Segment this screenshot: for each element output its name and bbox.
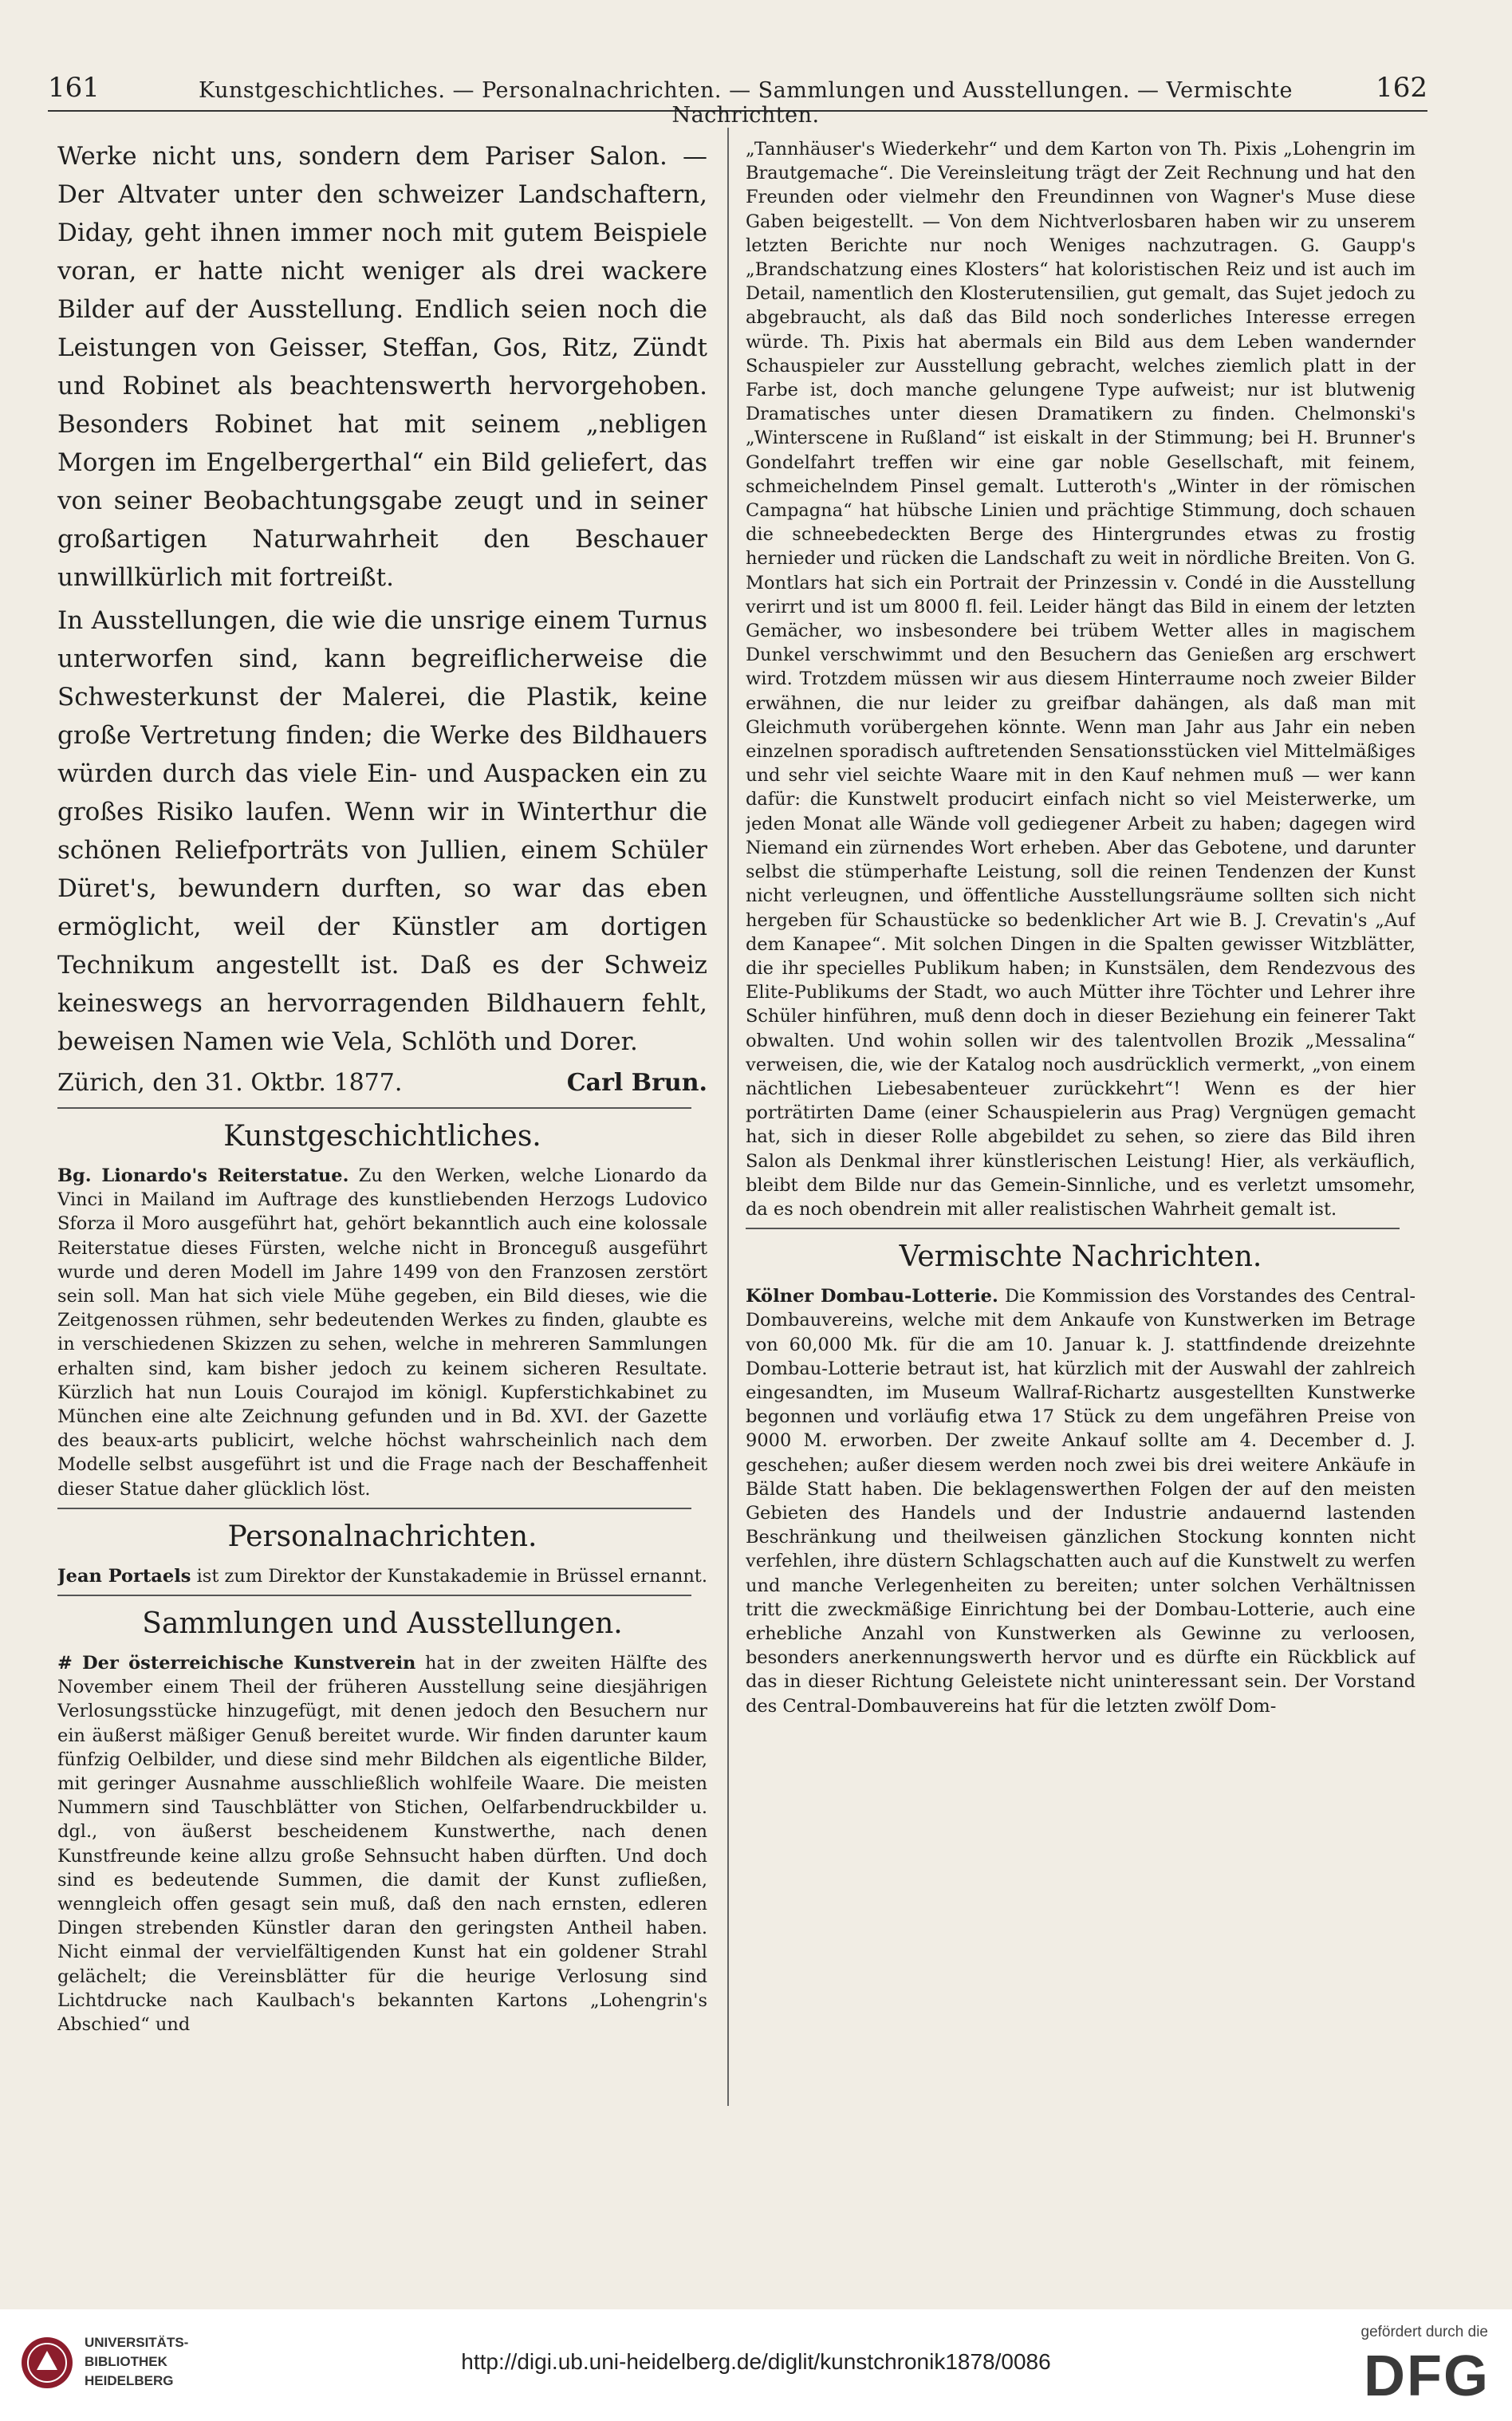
article-body: Zu den Werken, welche Lionardo da Vinci in Mailand im Auftrage des kunstliebenden Herzogs Ludovico Sforza il Moro ausgeführt hat, gehört bekanntlich auch eine kolossale Reiterstatue dieses Fürsten, welche nicht in Bronceguß ausgeführt wurde und deren Modell im Jahre 1499 von den Franzosen zerstört sein soll. Man hat sich viele Mühe gegeben, ein Bild dieses, wie die Zeitgenossen rühmen, sehr bedeutenden Werkes zu finden, glaubte es in verschiedenen Skizzen zu sehen, welche in mehreren Sammlungen erhalten sind, kam bisher jedoch zu keinem sicheren Resultate. Kürzlich hat nun Louis Courajod im königl. Kupferstichkabinet zu München eine alte Zeichnung gefunden und in Bd. XVI. der Gazette des beaux-arts publicirt, welche höchst wahrscheinlich nach dem Modelle selbst ausgeführt ist und die Frage nach der Beschaffenheit dieser Statue daher glücklich löst. [57,1165,707,1500]
section-title-vermischte: Vermischte Nachrichten. [899,1240,1262,1274]
section-rule [57,1508,691,1509]
section-title-personalnachrichten: Personalnachrichten. [227,1520,537,1553]
page-number-right: 162 [1376,72,1427,104]
column-divider [727,128,729,2106]
signature-name: Carl Brun. [566,1069,707,1097]
article-lionardo [57,1164,707,1501]
right-column [746,137,1416,2147]
intro-paragraph-2: In Ausstellungen, die wie die unsrige einem Turnus unterworfen sind, kann begreiflicherweise die Schwesterkunst der Malerei, die Plastik, keine große Vertretung finden; die Werke des Bildhauers würden durch das viele Ein- und Auspacken ein zu großes Risiko laufen. Wenn wir in Winterthur die schönen Reliefporträts von Jullien, einem Schüler Düret's, bewundern durften, so war das eben ermöglicht, weil der Künstler am dortigen Technikum angestellt ist. Daß es der Schweiz keineswegs an hervorragenden Bildhauern fehlt, beweisen Namen wie Vela, Schlöth und Dorer. [57,606,707,1056]
signature-place: Zürich, den 31. Oktbr. 1877. [57,1069,403,1097]
page-number-left: 161 [48,72,100,104]
article-portaels [57,1564,707,1588]
article-lead: Bg. Lionardo's Reiterstatue. [57,1165,349,1186]
section-rule [57,1595,691,1596]
page-header [48,70,1427,128]
running-head: Kunstgeschichtliches. — Personalnachrichten. — Sammlungen und Ausstellungen. — Vermischte Nachrichten. [199,78,1293,128]
left-column [57,137,707,2147]
source-url-link[interactable]: http://digi.ub.uni-heidelberg.de/diglit/kunstchronik1878/0086 [461,2349,1051,2374]
article-dombau-lotterie [746,1284,1416,1718]
article-lead: Jean Portaels [57,1565,191,1587]
article-body: hat in der zweiten Hälfte des November einem Theil der früheren Ausstellung seine diesjährigen Verlosungsstücke hinzugefügt, mit denen jedoch den Besuchern nur ein äußerst mäßiger Genuß bereitet wurde. Wir finden darunter kaum fünfzig Oelbilder, und diese sind mehr Bildchen als eigentliche Bilder, mit geringer Ausnahme ausschließlich wohlfeile Waare. Die meisten Nummern sind Tauschblätter von Stichen, Oelfarbendruckbilder u. dgl., von äußerst bescheidenem Kunstwerthe, nach denen Kunstfreunde keine allzu große Sehnsucht haben dürften. Und doch sind es bedeutende Summen, die damit der Kunst zufließen, wenngleich offen gesagt sein muß, daß den nach ernsten, edleren Dingen strebenden Künstler daran den geringsten Antheil haben. Nicht einmal der vervielfältigenden Kunst hat ein goldener Strahl gelächelt; die Vereinsblätter für die heurige Verlosung sind Lichtdrucke nach Kaulbach's bekannten Kartons „Lohengrin's Abschied“ und [57,1653,707,2036]
article-body: Die Kommission des Vorstandes des Central-Dombauvereins, welche mit dem Ankaufe von Kunstwerken im Betrage von 60,000 Mk. für die am 10. Januar k. J. stattfindende dreizehnte Dombau-Lotterie betraut ist, hat kürzlich mit der Auswahl der zahlreich eingesandten, im Museum Wallraf-Richartz ausgestellten Kunstwerke begonnen und vorläufig etwa 17 Stück zu dem ungefähren Preise von 9000 M. erworben. Der zweite Ankauf sollte am 4. December d. J. geschehen; außer diesem werden noch zwei bis drei weitere Ankäufe in Bälde Statt haben. Die beklagenswerthen Folgen der auf den meisten Gebieten des Handels und der Industrie andauernd lastenden Beschränkung und theilweisen gänzlichen Stockung konnten nicht verfehlen, ihre düstern Schlagschatten auch auf die Kunstwelt zu werfen und manche Verlegenheiten zu bereiten; unter solchen Verhältnissen tritt die zweckmäßige Einrichtung bei der Dombau-Lotterie, auch eine erhebliche Anzahl von Kunstwerken als Gewinne zu verloosen, besonders anerkennungswerth hervor und es dürfte ein Rückblick auf das in dieser Richtung Geleistete nicht uninteressant sein. Der Vorstand des Central-Dombauvereins hat für die letzten zwölf Dom- [746,1286,1416,1717]
section-rule [57,1107,691,1109]
article-kunstverein [57,1651,707,2037]
dfg-logo: DFG [1364,2344,1490,2408]
section-title-sammlungen: Sammlungen und Ausstellungen. [142,1607,623,1641]
article-body: ist zum Direktor der Kunstakademie in Brüssel ernannt. [196,1565,707,1587]
article-continued: „Tannhäuser's Wiederkehr“ und dem Karton von Th. Pixis „Lohengrin im Brautgemache“. Die Vereinsleitung trägt der Zeit Rechnung und hat den Freunden oder vielmehr den Freundinnen von Wagner's Muse diese Gaben beigestellt. — Von dem Nichtverlosbaren haben wir zu unserem letzten Berichte nur noch Weniges nachzutragen. G. Gaupp's „Brandschatzung eines Klosters“ hat koloristischen Reiz und ist auch im Detail, namentlich den Klosterutensilien, gut gemalt, das Sujet jedoch zu abgebraucht, als daß das Bild noch sonderliches Interesse erregen würde. Th. Pixis hat abermals ein Bild aus dem Leben wandernder Schauspieler zur Ausstellung gebracht, welches ziemlich platt in der Farbe ist, doch manche gelungene Type aufweist; nur ist blutwenig Dramatisches unter diesen Dramatikern zu finden. Chelmonski's „Winterscene in Rußland“ ist eiskalt in der Stimmung; bei H. Brunner's Gondelfahrt treffen wir eine gar noble Gesellschaft, mit feinem, schmeichelndem Pinsel gemalt. Lutteroth's „Winter in der römischen Campagna“ hat hübsche Linien und prächtige Stimmung, doch schauen die schneebedeckten Berge des Hintergrundes etwas zu frostig hernieder und rücken die Landschaft zu weit in nördliche Breiten. Von G. Montlars hat sich ein Portrait der Prinzessin v. Condé in die Ausstellung verirrt und ist um 8000 fl. feil. Leider hängt das Bild in einem der letzten Gemächer, wo insbesondere bei trübem Wetter alles in magischem Dunkel verschwimmt und den Besuchern das Genießen arg erschwert wird. Trotzdem müssen wir aus diesem Hinterraume noch zweier Bilder erwähnen, die nur leider zu greifbar dahängen, als daß man mit Gleichmuth vorübergehen könnte. Wenn man Jahr aus Jahr ein neben einzelnen sporadisch auftretenden Sensationsstücken viel Mittelmäßiges und sehr viel seichte Waare mit in den Kauf nehmen muß — wer kann dafür: die Kunstwelt producirt einfach nicht so viel Meisterwerke, um jeden Monat alle Wände voll gediegener Arbeit zu haben; dagegen wird Niemand ein zürnendes Wort erheben. Aber das Gebotene, und darunter selbst die stümperhafte Leistung, soll die reinen Tendenzen der Kunst nicht verleugnen, und öffentliche Ausstellungsräume sollten sich nicht hergeben für Schaustücke so bedenklicher Art wie B. J. Crevatin's „Auf dem Kanapee“. Mit solchen Dingen in die Spalten gewisser Witzblätter, die ihr specielles Publikum haben; in Kunstsälen, dem Rendezvous des Elite-Publikums der Stadt, wo auch Mütter ihre Töchter und Lehrer ihre Schüler hinführen, muß denn doch in dieser Beziehung ein feinerer Takt obwalten. Und wohin sollen wir des talentvollen Brozik „Messalina“ verweisen, die, wie der Katalog noch ausdrücklich vermerkt, „von einem nächtlichen Liebesabenteuer zurückkehrt“! Wenn es der hier porträtirten Dame (einer Schauspielerin aus Prag) Vergnügen gemacht hat, sich in dieser Rolle abgebildet zu sehen, so ziere das Bild ihren Salon als Denkmal ihrer künstlerischen Leistung! Hier, als verkäuflich, bleibt dem Bilde nur das Gemein-Sinnliche, und es verletzt umsomehr, da es noch obendrein mit aller realistischen Wahrheit gemalt ist. [746,139,1416,1220]
intro-paragraph-1: Werke nicht uns, sondern dem Pariser Salon. — Der Altvater unter den schweizer Landschaftern, Diday, geht ihnen immer noch mit gutem Beispiele voran, er hatte nicht weniger als drei wackere Bilder auf der Ausstellung. Endlich seien noch die Leistungen von Geisser, Steffan, Gos, Ritz, Zündt und Robinet als beachtenswerth hervorgehoben. Besonders Robinet hat mit seinem „nebligen Morgen im Engelbergerthal“ ein Bild geliefert, das von seiner Beobachtungsgabe zeugt und in seiner großartigen Naturwahrheit den Beschauer unwillkürlich mit fortreißt. [57,142,707,592]
digitization-footer [0,2309,1512,2421]
funder-caption: gefördert durch die [1360,2324,1488,2340]
article-lead: Kölner Dombau-Lotterie. [746,1286,998,1307]
section-rule [746,1228,1400,1229]
section-title-kunstgeschichtliches: Kunstgeschichtliches. [223,1120,541,1153]
article-lead: # Der österreichische Kunstverein [57,1653,416,1674]
library-name: UNIVERSITÄTS- BIBLIOTHEK HEIDELBERG [85,2335,189,2388]
signature-line [57,1066,707,1101]
